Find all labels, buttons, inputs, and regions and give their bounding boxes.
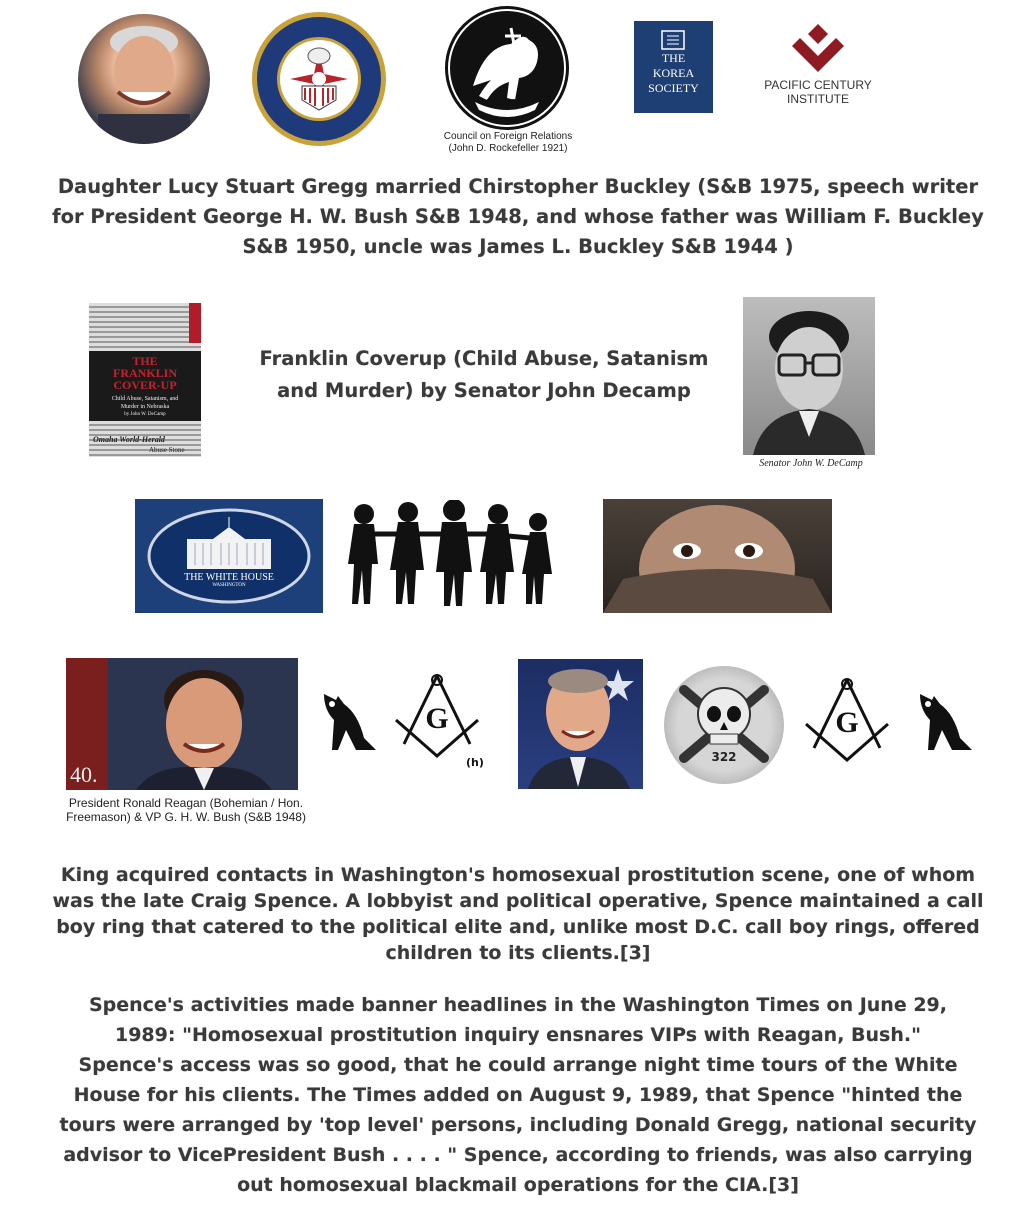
pacific-century-emblem-icon bbox=[756, 20, 880, 78]
cfr-logo bbox=[445, 6, 569, 130]
bush-portrait bbox=[518, 659, 643, 789]
donald-gregg-portrait bbox=[78, 14, 210, 144]
decamp-caption: Senator John W. DeCamp bbox=[759, 458, 863, 469]
book-subtitle-line1: Child Abuse, Satanism, and bbox=[111, 396, 179, 402]
bohemian-owl-icon bbox=[318, 690, 378, 752]
reagan-portrait bbox=[66, 658, 298, 790]
headline-line3: S&B 1950, uncle was James L. Buckley S&B 1944 ) bbox=[242, 235, 794, 258]
book-title-line2: FRANKLIN bbox=[112, 366, 177, 380]
white-house-logo bbox=[135, 499, 323, 613]
skull-number: 322 bbox=[711, 750, 737, 764]
masonic-mark: (h) bbox=[466, 756, 484, 769]
paragraph2-line2: 1989: "Homosexual prostitution inquiry ensnares VIPs with Reagan, Bush." bbox=[114, 1024, 921, 1046]
korea-society-line2: KOREA bbox=[652, 66, 695, 80]
paragraph2-line4: House for his clients. The Times added on August 9, 1989, that Spence "hinted the bbox=[73, 1084, 963, 1106]
white-house-line1: THE WHITE HOUSE bbox=[184, 572, 274, 583]
masonic-letter-2: G bbox=[835, 706, 859, 739]
franklin-line1: Franklin Coverup (Child Abuse, Satanism bbox=[259, 347, 709, 370]
korea-society-emblem-icon bbox=[634, 21, 713, 51]
masonic-compass-icon-2 bbox=[802, 676, 892, 762]
korea-society-line3: SOCIETY bbox=[648, 81, 699, 95]
skull-and-bones-logo bbox=[664, 666, 784, 784]
book-author: by John W. DeCamp bbox=[124, 412, 166, 417]
cfr-motto: ΠΕΡΙΟΥΣ bbox=[486, 98, 530, 109]
children-silhouettes bbox=[346, 500, 556, 608]
headline-line2: for President George H. W. Bush S&B 1948, and whose father was William F. Buckley bbox=[52, 205, 984, 228]
paragraph-washington-times bbox=[20, 990, 1016, 1200]
franklin-cover-up-book bbox=[89, 303, 201, 457]
book-newspaper-name: Omaha World-Herald bbox=[93, 435, 165, 444]
paragraph2-line3: Spence's access was so good, that he could arrange night time tours of the White bbox=[78, 1054, 958, 1076]
reagan-caption-line2: Freemason) & VP G. H. W. Bush (S&B 1948) bbox=[66, 810, 306, 824]
cfr-caption-line2: (John D. Rockefeller 1921) bbox=[448, 143, 568, 154]
paragraph1-line2: was the late Craig Spence. A lobbyist and political operative, Spence maintained a call bbox=[52, 890, 984, 912]
gagged-child-photo bbox=[603, 499, 832, 613]
headline-line1: Daughter Lucy Stuart Gregg married Chirstopher Buckley (S&B 1975, speech writer bbox=[57, 175, 979, 198]
masonic-letter: G bbox=[425, 702, 449, 735]
masonic-compass-icon bbox=[392, 672, 482, 758]
korea-society-logo bbox=[634, 21, 713, 113]
paragraph2-line7: out homosexual blackmail operations for the CIA.[3] bbox=[237, 1174, 799, 1196]
bohemian-owl-icon-2 bbox=[914, 690, 974, 752]
decamp-portrait bbox=[743, 297, 875, 455]
paragraph1-line4: children to its clients.[3] bbox=[385, 942, 651, 964]
book-title-line3: COVER-UP bbox=[113, 378, 177, 392]
reagan-number: 40. bbox=[70, 762, 98, 787]
reagan-caption-line1: President Ronald Reagan (Bohemian / Hon. bbox=[68, 796, 304, 810]
franklin-coverup-text bbox=[232, 343, 736, 407]
pacific-century-logo bbox=[756, 20, 880, 115]
paragraph1-line3: boy ring that catered to the political elite and, unlike most D.C. call boy rings, offered bbox=[56, 916, 980, 938]
paragraph2-line6: advisor to VicePresident Bush . . . . " Spence, according to friends, was also carrying bbox=[63, 1144, 973, 1166]
white-house-line2: WASHINGTON bbox=[212, 583, 246, 588]
paragraph2-line1: Spence's activities made banner headlines in the Washington Times on June 29, bbox=[88, 994, 947, 1016]
book-subtitle-line2: Murder in Nebraska bbox=[120, 404, 170, 410]
reagan-caption bbox=[36, 796, 336, 824]
pacific-century-line2: INSTITUTE bbox=[787, 92, 849, 106]
book-title-line1: THE bbox=[132, 354, 158, 368]
book-clip-text: Abuse Stone bbox=[149, 446, 185, 454]
cia-seal bbox=[250, 10, 388, 148]
cfr-caption-line1: Council on Foreign Relations bbox=[443, 131, 573, 142]
franklin-line2: and Murder) by Senator John Decamp bbox=[277, 379, 691, 402]
paragraph-craig-spence bbox=[20, 862, 1016, 966]
paragraph2-line5: tours were arranged by 'top level' persons, including Donald Gregg, national security bbox=[59, 1114, 977, 1136]
paragraph1-line1: King acquired contacts in Washington's homosexual prostitution scene, one of whom bbox=[60, 864, 976, 886]
pacific-century-line1: PACIFIC CENTURY bbox=[764, 78, 872, 92]
korea-society-line1: THE bbox=[661, 51, 686, 65]
cfr-caption bbox=[415, 131, 601, 155]
headline-gregg-buckley bbox=[40, 172, 996, 262]
